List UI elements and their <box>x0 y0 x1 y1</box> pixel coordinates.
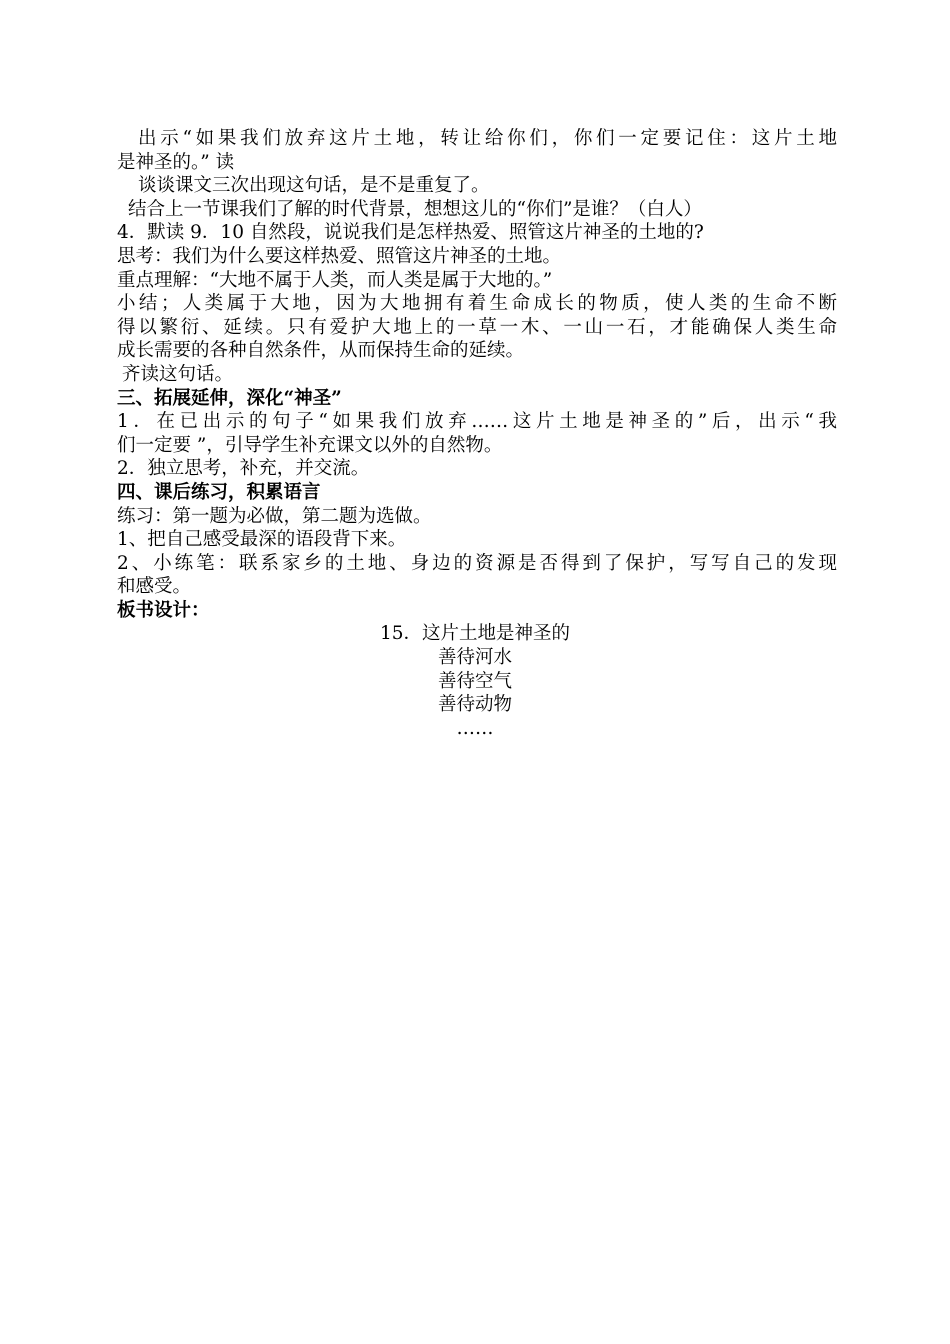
board-line: 善待动物 <box>437 694 512 716</box>
list-item-line: 2、小练笔：联系家乡的土地、身边的资源是否得到了保护，写写自己的发现 <box>117 552 837 574</box>
paragraph: 重点理解：“大地不属于人类，而人类是属于大地的。” <box>117 269 553 291</box>
board-heading: 板书设计： <box>117 599 210 621</box>
paragraph: 齐读这句话。 <box>122 363 234 385</box>
board-line: …… <box>456 717 494 739</box>
board-line: 善待空气 <box>437 670 512 692</box>
document-page <box>117 127 837 740</box>
paragraph: 4．默读 9．10 自然段，说说我们是怎样热爱、照管这片神圣的土地的? <box>117 222 704 244</box>
section-heading: 三、拓展延伸，深化“神圣” <box>117 387 342 409</box>
paragraph: 思考：我们为什么要这样热爱、照管这片神圣的土地。 <box>117 245 562 267</box>
paragraph-line: 是神圣的。” 读 <box>117 151 235 173</box>
paragraph-line: 小结；人类属于大地，因为大地拥有着生命成长的物质，使人类的生命不断 <box>117 293 837 315</box>
paragraph: 练习：第一题为必做，第二题为选做。 <box>117 505 432 527</box>
paragraph-line: 得以繁衍、延续。只有爱护大地上的一草一木、一山一石，才能确保人类生命 <box>117 316 837 338</box>
paragraph-line: 出示“如果我们放弃这片土地，转让给你们，你们一定要记住：这片土地 <box>138 128 837 149</box>
section-heading: 四、课后练习，积累语言 <box>117 481 321 503</box>
list-item: 1、把自己感受最深的语段背下来。 <box>117 529 407 551</box>
paragraph: 谈谈课文三次出现这句话，是不是重复了。 <box>138 175 490 197</box>
list-item: 2．独立思考，补充，并交流。 <box>117 458 370 480</box>
paragraph-line: 成长需要的各种自然条件，从而保持生命的延续。 <box>117 340 525 362</box>
board-line: 善待河水 <box>437 647 512 669</box>
board-design <box>113 622 837 740</box>
list-item-line: 和感受。 <box>117 576 192 598</box>
paragraph: 结合上一节课我们了解的时代背景，想想这儿的“你们”是谁？（白人） <box>128 198 702 220</box>
list-item-line: 们一定要 ”，引导学生补充课文以外的自然物。 <box>117 434 503 456</box>
board-title: 15．这片土地是神圣的 <box>379 623 571 645</box>
list-item-line: 1．在已出示的句子“如果我们放弃……这片土地是神圣的”后，出示“我 <box>117 411 837 433</box>
